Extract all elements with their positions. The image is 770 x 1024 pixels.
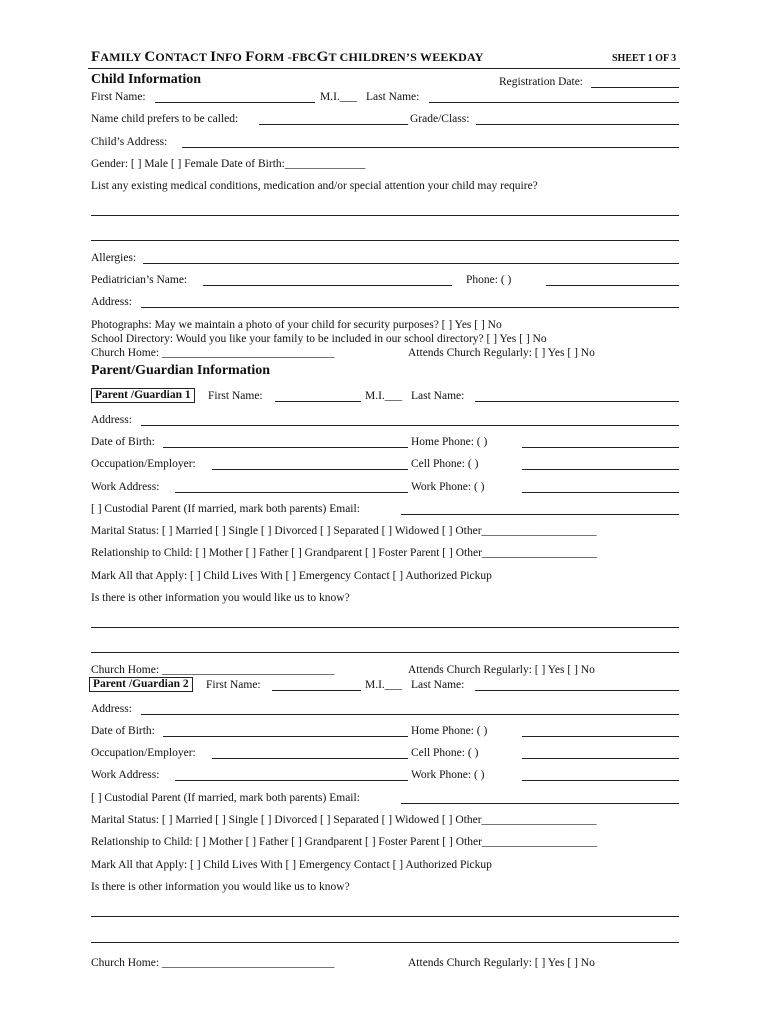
guardian1-church-home[interactable]: Church Home: ______________________________	[91, 664, 335, 676]
header-rule	[88, 68, 680, 69]
child-first-name-label: First Name:	[91, 91, 146, 103]
guardian1-occupation-field[interactable]	[212, 469, 408, 470]
guardian2-address-field[interactable]	[141, 714, 679, 715]
guardian1-first-name-label: First Name:	[208, 390, 263, 402]
title-text: EEKDAY	[432, 50, 484, 64]
child-address-label: Child’s Address:	[91, 136, 168, 148]
guardian1-relationship[interactable]: Relationship to Child: [ ] Mother [ ] Father [ ] Grandparent [ ] Foster Parent [ ] Other____________________	[91, 547, 597, 559]
guardian1-occupation-label: Occupation/Employer:	[91, 458, 196, 470]
guardian2-occupation-field[interactable]	[212, 758, 408, 759]
child-address-field[interactable]	[182, 147, 679, 148]
allergies-field[interactable]	[143, 263, 679, 264]
form-title	[91, 49, 484, 66]
child-last-name-label: Last Name:	[366, 91, 420, 103]
guardian2-label: Parent /Guardian 2	[89, 677, 193, 692]
guardian2-first-name-field[interactable]	[272, 690, 361, 691]
grade-class-field[interactable]	[476, 124, 679, 125]
guardian2-work-phone-label: Work Phone: ( )	[411, 769, 485, 781]
child-church-home[interactable]: Church Home: ______________________________	[91, 347, 335, 359]
guardian1-other-info-line-1[interactable]	[91, 627, 679, 628]
pediatrician-phone-field[interactable]	[546, 285, 679, 286]
title-text: T C	[328, 50, 349, 64]
guardian2-church-home[interactable]: Church Home: ______________________________	[91, 957, 335, 969]
guardian1-custodial[interactable]: [ ] Custodial Parent (If married, mark both parents) Email:	[91, 503, 360, 515]
guardian2-mi-label[interactable]: M.I.___	[365, 679, 403, 691]
pediatrician-name-label: Pediatrician’s Name:	[91, 274, 188, 286]
guardian2-cell-phone-field[interactable]	[522, 758, 679, 759]
guardian2-home-phone-label: Home Phone: ( )	[411, 725, 488, 737]
guardian1-home-phone-label: Home Phone: ( )	[411, 436, 488, 448]
pediatrician-address-label: Address:	[91, 296, 132, 308]
guardian2-cell-phone-label: Cell Phone: ( )	[411, 747, 479, 759]
medical-answer-line-1[interactable]	[91, 215, 679, 216]
medical-question: List any existing medical conditions, medication and/or special attention your child may require?	[91, 180, 538, 192]
guardian1-attends-church[interactable]: Attends Church Regularly: [ ] Yes [ ] No	[408, 664, 595, 676]
child-last-name-field[interactable]	[429, 102, 679, 103]
allergies-label: Allergies:	[91, 252, 137, 264]
guardian2-work-phone-field[interactable]	[522, 780, 679, 781]
guardian2-first-name-label: First Name:	[206, 679, 261, 691]
title-text: ’S W	[405, 50, 433, 64]
guardian1-cell-phone-field[interactable]	[522, 469, 679, 470]
child-attends-church[interactable]: Attends Church Regularly: [ ] Yes [ ] No	[408, 347, 595, 359]
guardian2-work-address-field[interactable]	[175, 780, 408, 781]
registration-date-label: Registration Date:	[499, 76, 583, 88]
guardian2-dob-field[interactable]	[163, 736, 408, 737]
preferred-name-label: Name child prefers to be called:	[91, 113, 239, 125]
guardian2-dob-label: Date of Birth:	[91, 725, 155, 737]
guardian1-work-address-label: Work Address:	[91, 481, 160, 493]
guardian1-work-address-field[interactable]	[175, 492, 408, 493]
photographs-question[interactable]: Photographs: May we maintain a photo of your child for security purposes? [ ] Yes [ ] No	[91, 319, 502, 331]
guardian2-custodial[interactable]: [ ] Custodial Parent (If married, mark both parents) Email:	[91, 792, 360, 804]
gender-dob-line[interactable]: Gender: [ ] Male [ ] Female Date of Birth:______________	[91, 158, 366, 170]
title-text: C	[144, 49, 156, 65]
pediatrician-name-field[interactable]	[203, 285, 452, 286]
guardian1-mark-all[interactable]: Mark All that Apply: [ ] Child Lives With [ ] Emergency Contact [ ] Authorized Pickup	[91, 570, 492, 582]
title-text: NFO	[216, 50, 246, 64]
guardian2-other-info-line-2[interactable]	[91, 942, 679, 943]
child-info-heading: Child Information	[91, 72, 202, 87]
guardian1-dob-field[interactable]	[163, 447, 408, 448]
guardian2-other-info-line-1[interactable]	[91, 916, 679, 917]
guardian1-home-phone-field[interactable]	[522, 447, 679, 448]
guardian1-marital-status[interactable]: Marital Status: [ ] Married [ ] Single [ ] Divorced [ ] Separated [ ] Widowed [ ] Other____________________	[91, 525, 597, 537]
guardian2-email-field[interactable]	[401, 803, 679, 804]
guardian2-last-name-field[interactable]	[475, 690, 679, 691]
guardian2-marital-status[interactable]: Marital Status: [ ] Married [ ] Single [ ] Divorced [ ] Separated [ ] Widowed [ ] Other____________________	[91, 814, 597, 826]
registration-date-field[interactable]	[591, 87, 679, 88]
guardian1-work-phone-field[interactable]	[522, 492, 679, 493]
title-text: F	[91, 49, 101, 65]
guardian1-address-field[interactable]	[141, 425, 679, 426]
guardian2-relationship[interactable]: Relationship to Child: [ ] Mother [ ] Father [ ] Grandparent [ ] Foster Parent [ ] Other____________________	[91, 836, 597, 848]
preferred-name-field[interactable]	[259, 124, 408, 125]
title-text: F	[245, 49, 255, 65]
guardian2-mark-all[interactable]: Mark All that Apply: [ ] Child Lives With [ ] Emergency Contact [ ] Authorized Pickup	[91, 859, 492, 871]
guardian1-last-name-field[interactable]	[475, 401, 679, 402]
child-mi-label[interactable]: M.I.___	[320, 91, 358, 103]
guardian1-work-phone-label: Work Phone: ( )	[411, 481, 485, 493]
guardian1-dob-label: Date of Birth:	[91, 436, 155, 448]
pediatrician-address-field[interactable]	[141, 307, 679, 308]
pediatrician-phone-label: Phone: ( )	[466, 274, 512, 286]
guardian2-attends-church[interactable]: Attends Church Regularly: [ ] Yes [ ] No	[408, 957, 595, 969]
school-directory-question[interactable]: School Directory: Would you like your family to be included in our school directory? [ ] Yes [ ] No	[91, 333, 547, 345]
guardian2-other-info-question: Is there is other information you would like us to know?	[91, 881, 350, 893]
guardian2-last-name-label: Last Name:	[411, 679, 465, 691]
guardian1-last-name-label: Last Name:	[411, 390, 465, 402]
guardian1-label: Parent /Guardian 1	[91, 388, 195, 403]
guardian1-mi-label[interactable]: M.I.___	[365, 390, 403, 402]
title-text: I	[210, 49, 217, 65]
guardian1-address-label: Address:	[91, 414, 132, 426]
guardian2-address-label: Address:	[91, 703, 132, 715]
guardian1-first-name-field[interactable]	[275, 401, 361, 402]
guardian2-occupation-label: Occupation/Employer:	[91, 747, 196, 759]
grade-class-label: Grade/Class:	[410, 113, 470, 125]
title-text: ONTACT	[155, 50, 211, 64]
guardian2-home-phone-field[interactable]	[522, 736, 679, 737]
guardian1-other-info-line-2[interactable]	[91, 652, 679, 653]
guardian1-other-info-question: Is there is other information you would like us to know?	[91, 592, 350, 604]
title-text: AMILY	[100, 50, 145, 64]
guardian1-email-field[interactable]	[401, 514, 679, 515]
medical-answer-line-2[interactable]	[91, 240, 679, 241]
guardian1-cell-phone-label: Cell Phone: ( )	[411, 458, 479, 470]
title-text: G	[316, 49, 329, 65]
title-text: HILDREN	[348, 50, 406, 64]
sheet-number: SHEET 1 OF 3	[612, 53, 677, 64]
parent-info-heading: Parent/Guardian Information	[91, 363, 271, 378]
child-first-name-field[interactable]	[155, 102, 315, 103]
title-text: ORM -FBC	[254, 50, 317, 64]
guardian2-work-address-label: Work Address:	[91, 769, 160, 781]
